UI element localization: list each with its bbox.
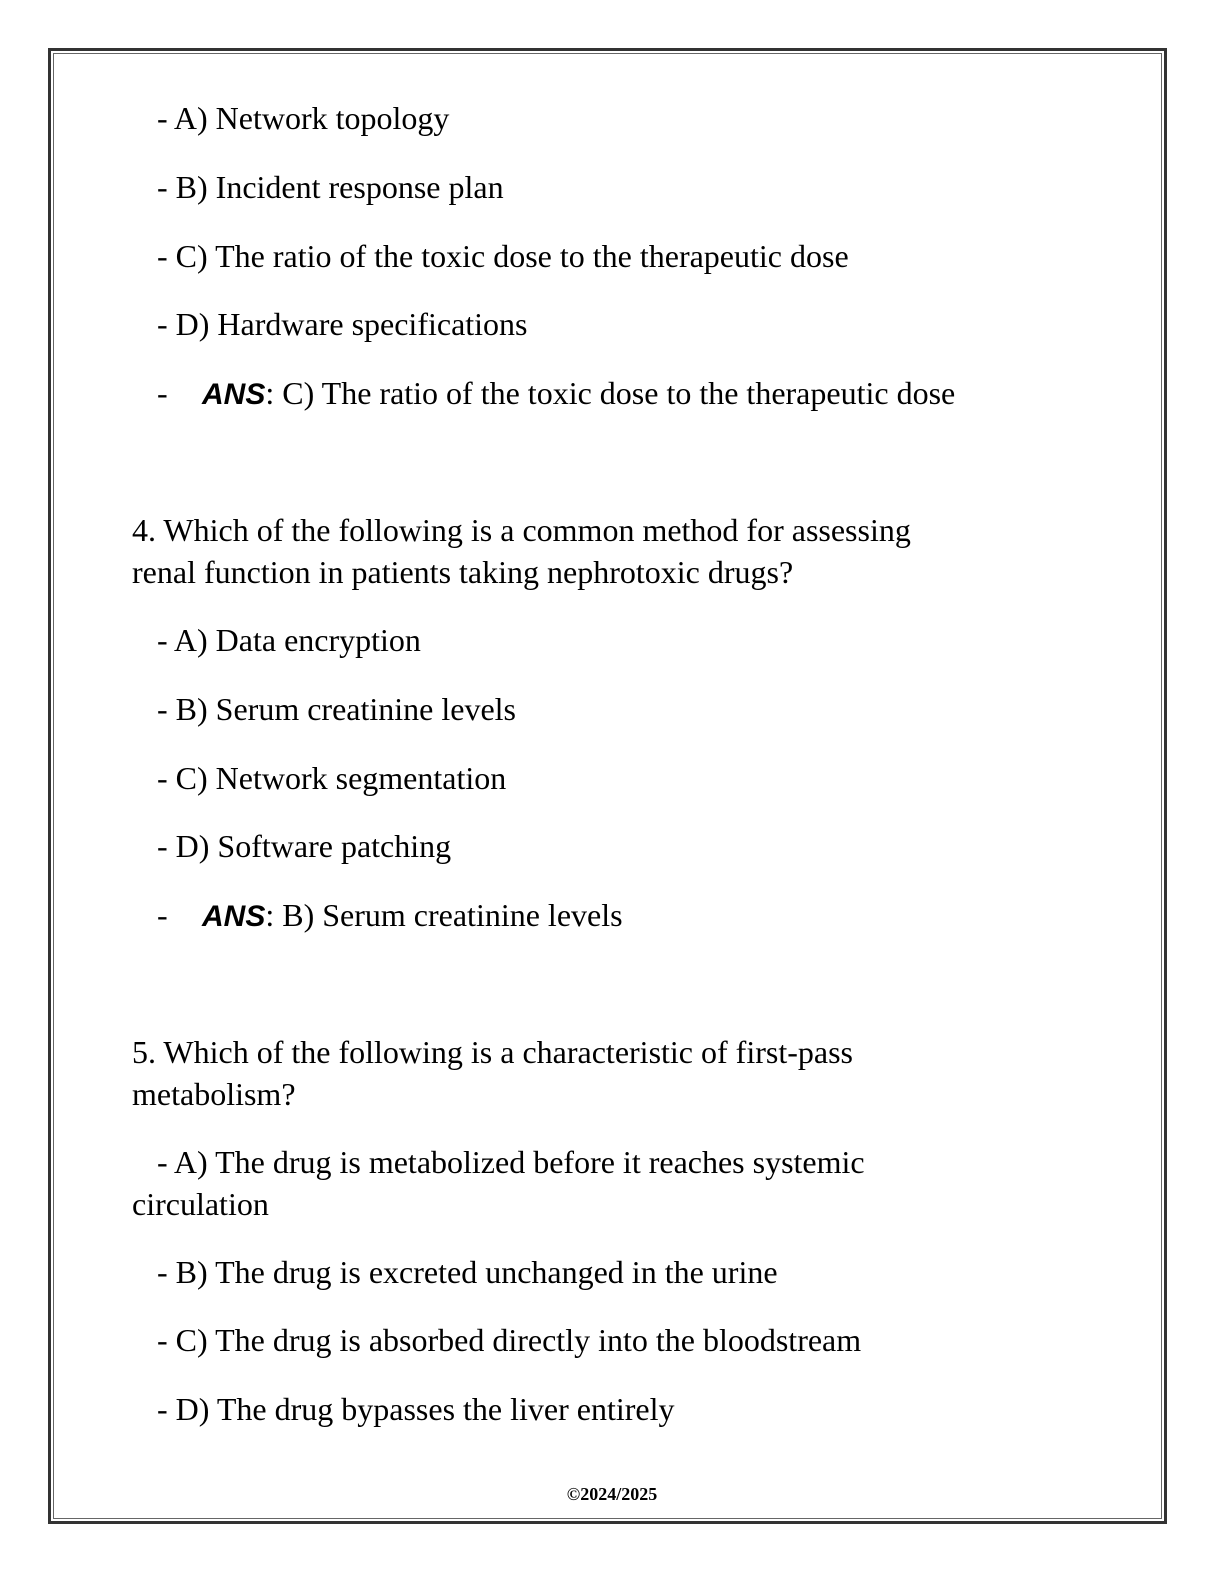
q4-option-d: - D) Software patching — [157, 828, 452, 864]
q3-answer-text: : C) The ratio of the toxic dose to the therapeutic dose — [265, 375, 956, 411]
q5-option-a-line1: - A) The drug is metabolized before it reaches systemic — [157, 1144, 865, 1180]
q3-option-c: - C) The ratio of the toxic dose to the therapeutic dose — [157, 238, 849, 274]
q4-option-c: - C) Network segmentation — [157, 760, 507, 796]
q4-answer-dash: - — [157, 897, 168, 933]
q5-stem-line2: metabolism? — [132, 1076, 296, 1112]
q4-answer-label: ANS — [202, 900, 266, 933]
q3-answer-dash: - — [157, 375, 168, 411]
copyright-footer: ©2024/2025 — [566, 1484, 658, 1504]
q4-option-b: - B) Serum creatinine levels — [157, 691, 516, 727]
q4-stem-line2: renal function in patients taking nephrotoxic drugs? — [132, 554, 794, 590]
q4-stem-line1: 4. Which of the following is a common method for assessing — [132, 512, 911, 548]
q3-option-d: - D) Hardware specifications — [157, 306, 528, 342]
q5-stem-line1: 5. Which of the following is a characteristic of first-pass — [132, 1034, 853, 1070]
q5-option-c: - C) The drug is absorbed directly into the bloodstream — [157, 1322, 862, 1358]
q5-option-a-line2: circulation — [132, 1186, 269, 1222]
q4-option-a: - A) Data encryption — [157, 622, 421, 658]
q5-option-b: - B) The drug is excreted unchanged in the urine — [157, 1254, 778, 1290]
q5-option-d: - D) The drug bypasses the liver entirely — [157, 1391, 675, 1427]
q3-answer — [202, 372, 955, 416]
q3-option-a: - A) Network topology — [157, 100, 450, 136]
q4-answer-text: : B) Serum creatinine levels — [265, 897, 623, 933]
q4-answer — [202, 894, 623, 938]
q3-answer-label: ANS — [202, 378, 266, 411]
q3-option-b: - B) Incident response plan — [157, 169, 504, 205]
